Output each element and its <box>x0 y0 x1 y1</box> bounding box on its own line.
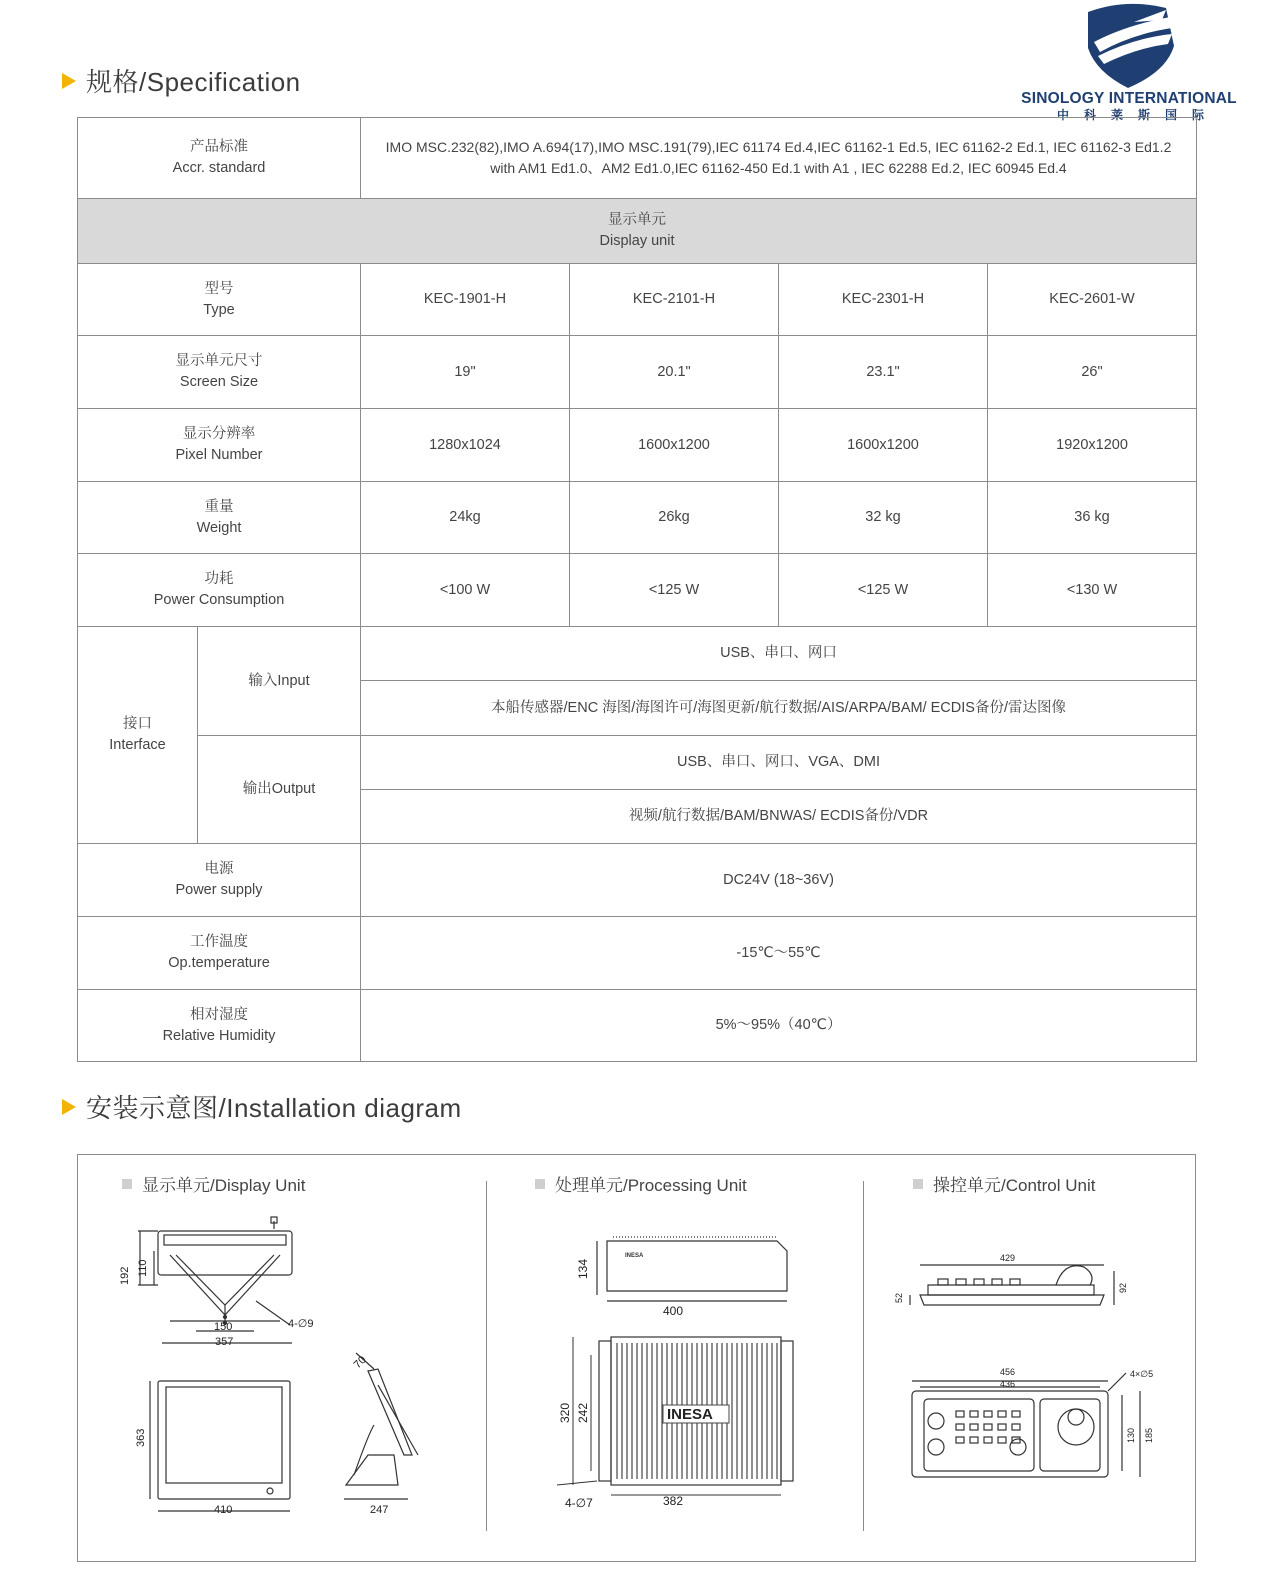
table-cell: <100 W <box>361 554 570 627</box>
section-arrow-icon <box>62 1099 76 1115</box>
table-row <box>78 336 1197 409</box>
row-label: 重量 Weight <box>78 482 361 554</box>
table-cell: 36 kg <box>988 482 1197 554</box>
row-label: 产品标准 Accr. standard <box>78 118 361 199</box>
dim-label: 357 <box>215 1336 234 1348</box>
dim-label: 185 <box>1144 1427 1154 1443</box>
control-unit-title: 操控单元/Control Unit <box>913 1171 1095 1196</box>
dim-label: 130 <box>1126 1427 1136 1443</box>
table-cell: 1600x1200 <box>779 409 988 482</box>
control-keypad <box>928 1411 1026 1455</box>
row-label: 功耗 Power Consumption <box>78 554 361 627</box>
dim-label: 436 <box>1000 1379 1016 1389</box>
dim-label: 242 <box>576 1402 590 1423</box>
display-unit-drawing <box>78 1155 486 1563</box>
table-cell: 26" <box>988 336 1197 409</box>
dim-label: 150 <box>214 1321 233 1333</box>
table-cell: 32 kg <box>779 482 988 554</box>
dim-label: 92 <box>1118 1282 1128 1293</box>
table-cell: KEC-2601-W <box>988 264 1197 336</box>
dim-label: 382 <box>663 1494 684 1508</box>
table-row <box>78 409 1197 482</box>
dim-label: 410 <box>214 1504 233 1516</box>
dim-label: 134 <box>576 1258 590 1279</box>
dim-label: 363 <box>135 1428 147 1447</box>
dim-label: 320 <box>558 1402 572 1423</box>
display-unit-header: 显示单元 Display unit <box>78 199 1197 264</box>
table-cell: -15℃～55℃ <box>361 917 1197 990</box>
brand-small-label: INESA <box>625 1253 644 1259</box>
display-unit-title: 显示单元/Display Unit <box>122 1171 305 1196</box>
table-row <box>78 482 1197 554</box>
table-cell: 1600x1200 <box>570 409 779 482</box>
table-row <box>78 990 1197 1062</box>
dim-label: 400 <box>663 1304 684 1318</box>
input-value: USB、串口、网口 <box>361 627 1197 681</box>
output-value: 视频/航行数据/BAM/BNWAS/ ECDIS备份/VDR <box>361 790 1197 844</box>
row-label: 型号 Type <box>78 264 361 336</box>
spec-section-title: 规格/Specification <box>62 62 301 99</box>
table-cell: 1280x1024 <box>361 409 570 482</box>
interface-input-row-1 <box>78 627 1197 681</box>
table-cell: 1920x1200 <box>988 409 1197 482</box>
row-label: 工作温度 Op.temperature <box>78 917 361 990</box>
processing-unit-drawing <box>487 1155 863 1563</box>
table-cell: KEC-1901-H <box>361 264 570 336</box>
shield-logo-icon <box>1016 2 1242 92</box>
dim-label: 70 <box>351 1353 369 1372</box>
row-label: 相对湿度 Relative Humidity <box>78 990 361 1062</box>
dim-label: 110 <box>137 1259 149 1277</box>
input-label: 输入Input <box>198 627 361 736</box>
table-cell: 19" <box>361 336 570 409</box>
control-unit-drawing <box>864 1155 1195 1563</box>
company-logo <box>1016 2 1242 124</box>
table-cell: 26kg <box>570 482 779 554</box>
row-label: 显示分辨率 Pixel Number <box>78 409 361 482</box>
dim-label: 192 <box>119 1266 131 1285</box>
table-cell: 24kg <box>361 482 570 554</box>
display-unit-header-row <box>78 199 1197 264</box>
brand-name: SINOLOGY INTERNATIONAL <box>1021 90 1237 107</box>
interface-label: 接口 Interface <box>78 627 198 844</box>
interface-output-row-1 <box>78 736 1197 790</box>
table-cell: DC24V (18~36V) <box>361 844 1197 917</box>
processing-unit-title: 处理单元/Processing Unit <box>535 1171 747 1196</box>
dim-label: 4-∅7 <box>565 1496 593 1510</box>
dim-label: 247 <box>370 1504 389 1516</box>
table-row <box>78 118 1197 199</box>
accr-standard-value: IMO MSC.232(82),IMO A.694(17),IMO MSC.191(79),IEC 61174 Ed.4,IEC 61162-1 Ed.5, IEC 61162-2 Ed.1, IEC 61162-3 Ed1.2 with AM1 Ed1.0、AM2 Ed1.0,IEC 61162-450 Ed.1 with A1 , IEC 62288 Ed.2, IEC 60945 Ed.4 <box>361 118 1197 199</box>
output-value: USB、串口、网口、VGA、DMI <box>361 736 1197 790</box>
section-arrow-icon <box>62 73 76 89</box>
table-row <box>78 264 1197 336</box>
table-cell: 20.1" <box>570 336 779 409</box>
table-row <box>78 917 1197 990</box>
dim-label: 4×∅5 <box>1130 1369 1154 1379</box>
brand-name-cn: 中科莱斯国际 <box>1056 108 1219 122</box>
input-value: 本船传感器/ENC 海图/海图许可/海图更新/航行数据/AIS/ARPA/BAM/ ECDIS备份/雷达图像 <box>361 681 1197 736</box>
table-cell: <130 W <box>988 554 1197 627</box>
table-row <box>78 844 1197 917</box>
table-cell: 23.1" <box>779 336 988 409</box>
table-cell: <125 W <box>570 554 779 627</box>
spec-table <box>77 117 1197 1062</box>
row-label: 电源 Power supply <box>78 844 361 917</box>
table-cell: KEC-2301-H <box>779 264 988 336</box>
installation-diagram-box <box>77 1154 1196 1562</box>
dim-label: 429 <box>1000 1253 1016 1263</box>
dim-label: 4-∅9 <box>288 1318 314 1330</box>
table-cell: 5%～95%（40℃） <box>361 990 1197 1062</box>
table-cell: <125 W <box>779 554 988 627</box>
dim-label: 456 <box>1000 1367 1016 1377</box>
table-row <box>78 554 1197 627</box>
brand-large-label: INESA <box>667 1406 713 1423</box>
dim-label: 52 <box>894 1292 904 1303</box>
row-label: 显示单元尺寸 Screen Size <box>78 336 361 409</box>
install-section-title: 安装示意图/Installation diagram <box>62 1088 462 1125</box>
output-label: 输出Output <box>198 736 361 844</box>
table-cell: KEC-2101-H <box>570 264 779 336</box>
